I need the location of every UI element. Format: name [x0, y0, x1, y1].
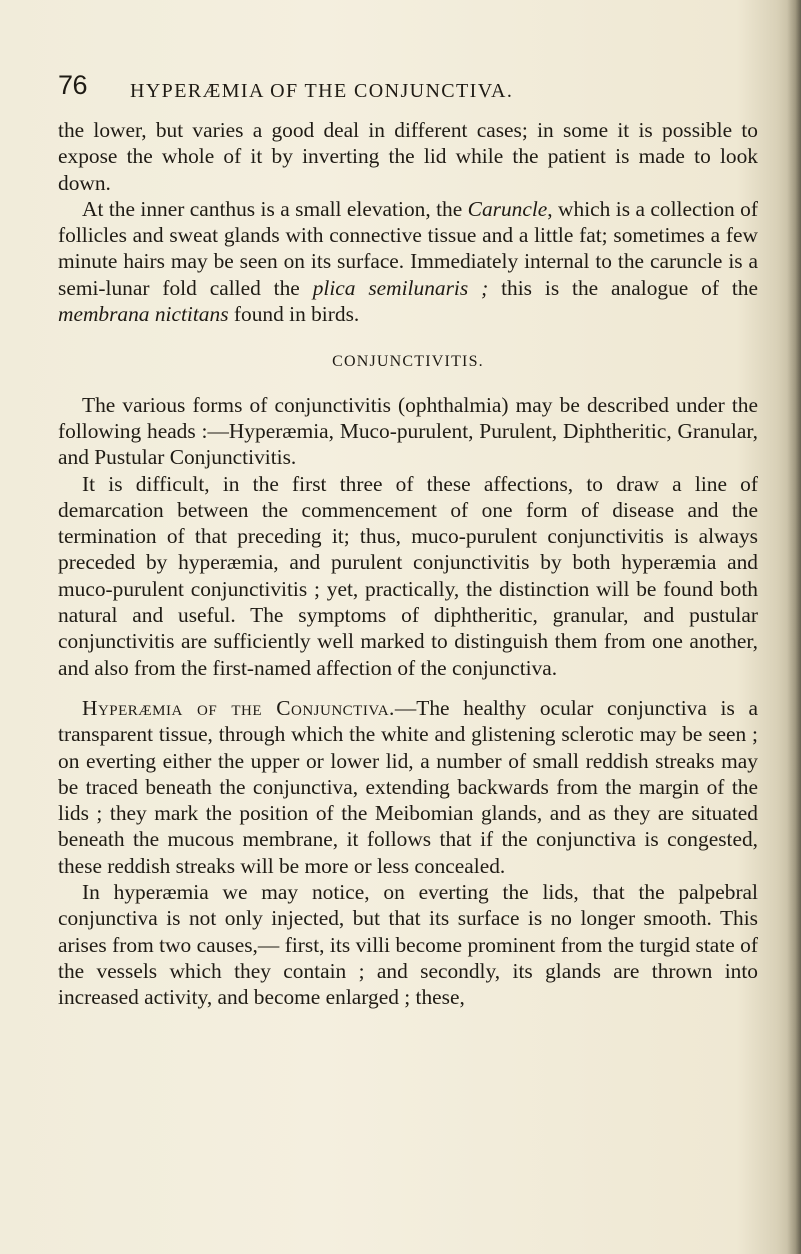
paragraph-caruncle	[58, 196, 758, 327]
text-run: —The healthy ocular conjunctiva is a transparent tissue, through which the white and glistening sclerotic may be seen ; on everting either the upper or lower lid, a number of small reddish streaks may be traced beneath the conjunctiva, extending backwards from the margin of the lids ; they mark the position of the Meibomian glands, and as they are situated beneath the mucous membrane, it follows that if the conjunctiva is congested, these reddish streaks will be more or less concealed.	[58, 695, 758, 878]
text-run: At the inner canthus is a small elevation, the	[82, 196, 468, 221]
paragraph-demarcation: It is difficult, in the first three of these affections, to draw a line of demarcation between the commencement of one form of disease and the termination of that preceding it; thus, muco-purulent conjunctivitis is always preceded by hyperæmia, and purulent conjunctivitis by both hyperæmia and muco-purulent conjunctivitis ; yet, practically, the distinction will be found both natural and useful. The symptoms of diphtheritic, granular, and pustular conjunctivitis are sufficiently well marked to distinguish them from one another, and also from the first-named affection of the conjunctiva.	[58, 471, 758, 680]
running-title: HYPERÆMIA OF THE CONJUNCTIVA.	[130, 80, 514, 102]
term-membrana-nictitans: membrana nictitans	[58, 302, 229, 327]
paragraph-forms: The various forms of conjunctivitis (ophthalmia) may be described under the following heads :—Hyperæmia, Muco-purulent, Purulent, Diphtheritic, Granular, and Pustular Conjunctivitis.	[58, 392, 758, 470]
page-edge-shadow	[787, 0, 801, 1254]
term-caruncle: Caruncle	[467, 196, 548, 221]
text-run: this is the analogue of the	[488, 275, 758, 300]
paragraph-everting: In hyperæmia we may notice, on everting the lids, that the palpebral conjunctiva is not only injected, but that its surface is no longer smooth. This arises from two causes,— first, its villi become prominent from the turgid state of the vessels which they contain ; and secondly, its glands are thrown into increased activity, and become enlarged ; these,	[58, 880, 758, 1010]
paragraph-hyperaemia	[58, 695, 758, 879]
text-run: found in birds.	[228, 302, 360, 327]
paragraph-continuation: the lower, but varies a good deal in different cases; in some it is possible to expose the whole of it by inverting the lid while the patient is made to look down.	[58, 118, 758, 195]
section-heading: CONJUNCTIVITIS.	[332, 353, 484, 371]
text-run: , which is a collection of follicles and sweat glands with connective tissue and a little fat; sometimes a few minute hairs may be seen on its surface. Immediately internal to the caruncle is a semi-lunar fold called the	[58, 196, 758, 300]
subsection-lead: Hyperæmia of the Conjunctiva.	[82, 695, 395, 720]
page-number: 76	[58, 70, 88, 100]
page-header	[56, 70, 756, 110]
term-plica-semilunaris: plica semilunaris ;	[312, 275, 489, 300]
body-text	[58, 117, 758, 1011]
